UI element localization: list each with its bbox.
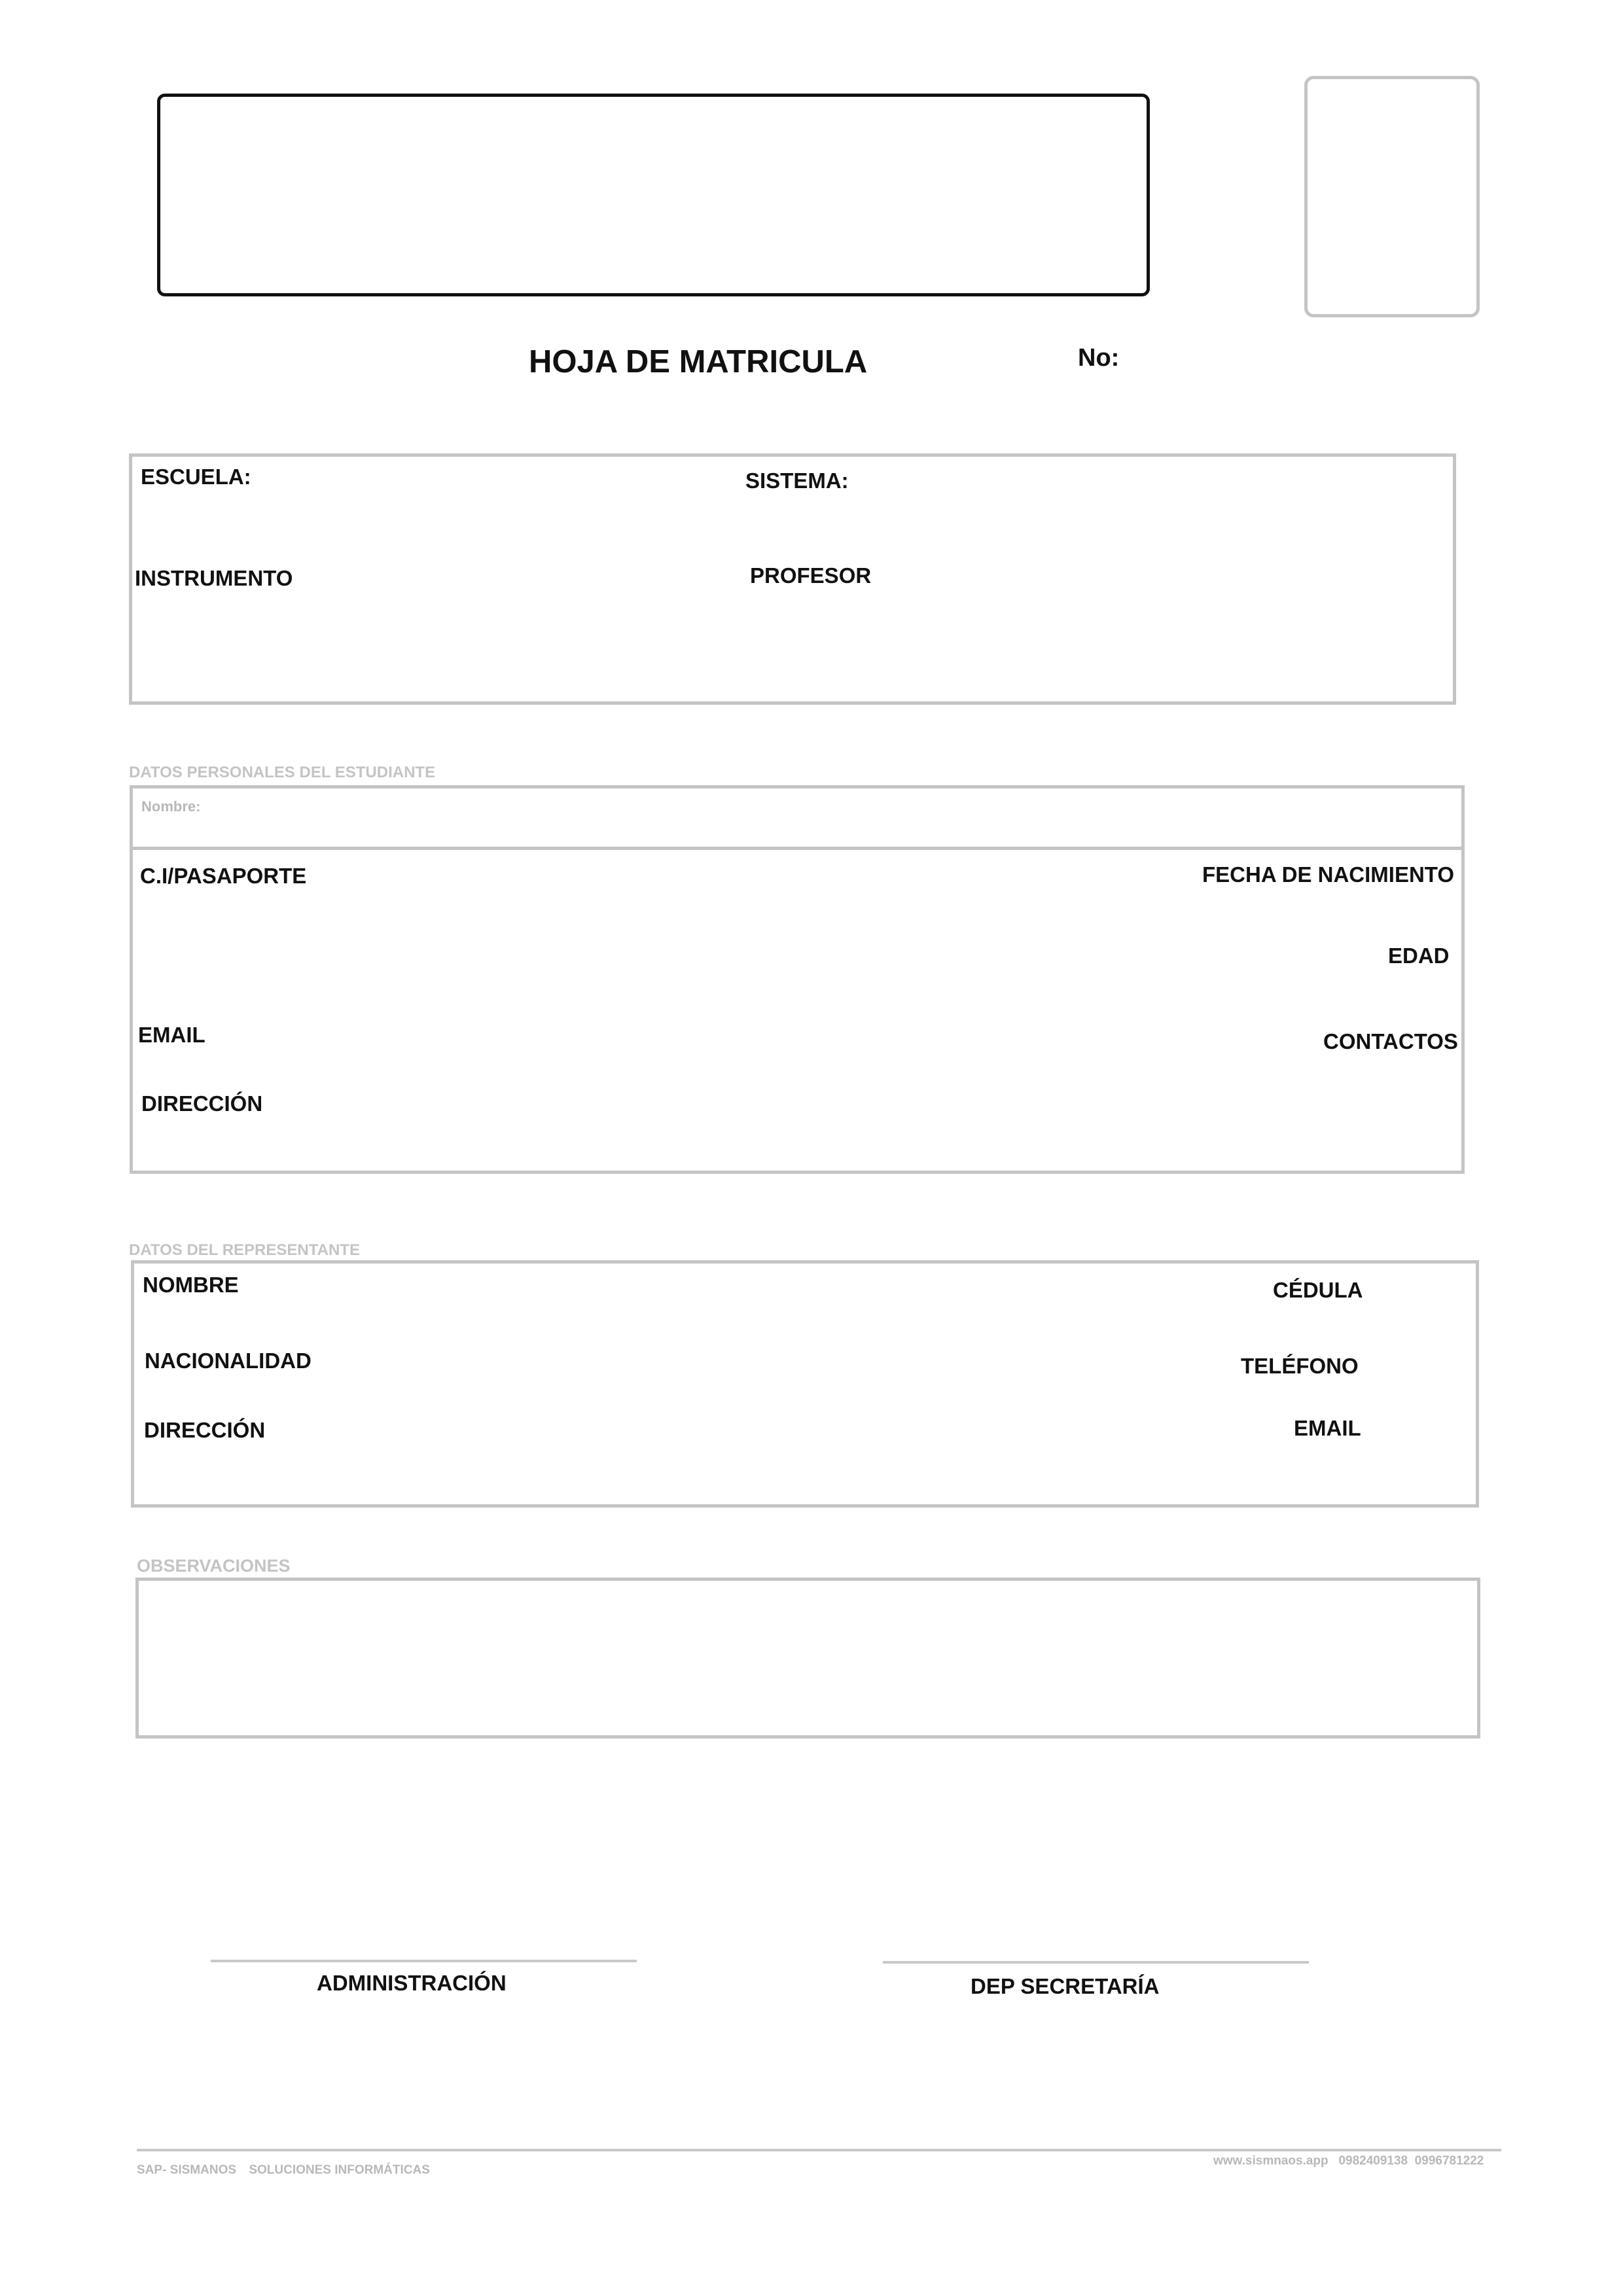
instrumento-label: INSTRUMENTO: [135, 566, 293, 590]
representative-section-title-b: DEL REPRESENTANTE: [187, 1241, 360, 1259]
student-section-title-a: DATOS PERSONALES: [129, 764, 295, 781]
footer-line: [137, 2149, 1501, 2151]
telefono-label: TELÉFONO: [1241, 1354, 1359, 1378]
footer-right-text: www.sismnaos.app 0982409138 0996781222: [1213, 2154, 1484, 2168]
footer-left-brand: SAP- SISMANOS: [137, 2163, 237, 2177]
student-section-title-b: DEL ESTUDIANTE: [299, 764, 436, 781]
rep-nombre-label: NOMBRE: [143, 1273, 239, 1297]
student-name-label: Nombre:: [141, 798, 201, 815]
signature-administracion-label: ADMINISTRACIÓN: [317, 1971, 507, 1995]
student-name-divider: [130, 847, 1465, 850]
rep-email-label: EMAIL: [1294, 1416, 1361, 1440]
sistema-label: SISTEMA:: [745, 468, 849, 493]
footer-left-text: [137, 2163, 430, 2178]
rep-direccion-label: DIRECCIÓN: [144, 1418, 266, 1442]
student-info-box: [130, 785, 1465, 1174]
signature-line-right: [883, 1961, 1309, 1964]
profesor-label: PROFESOR: [750, 563, 872, 588]
page-title: HOJA DE MATRICULA: [529, 344, 868, 380]
cedula-label: CÉDULA: [1273, 1278, 1363, 1302]
ci-label: C.I/PASAPORTE: [140, 864, 307, 888]
representative-section-title-a: DATOS: [129, 1241, 183, 1259]
escuela-label: ESCUELA:: [141, 465, 251, 489]
edad-label: EDAD: [1388, 944, 1450, 968]
contactos-label: CONTACTOS: [1323, 1029, 1458, 1053]
nacionalidad-label: NACIONALIDAD: [145, 1349, 312, 1373]
observations-box: [135, 1578, 1480, 1739]
fecha-nacimiento-label: FECHA DE NACIMIENTO: [1202, 862, 1455, 887]
header-logo-box: [157, 94, 1150, 296]
photo-box: [1304, 76, 1480, 317]
representative-section-title: [129, 1241, 360, 1260]
student-direccion-label: DIRECCIÓN: [141, 1091, 263, 1116]
signature-secretaria-label: DEP SECRETARÍA: [971, 1974, 1160, 1998]
signature-line-left: [211, 1960, 637, 1962]
student-email-label: EMAIL: [138, 1023, 205, 1047]
number-label: No:: [1078, 344, 1120, 372]
student-section-title: [129, 764, 435, 782]
footer-left-tagline: SOLUCIONES INFORMÁTICAS: [249, 2163, 430, 2177]
observations-section-title: OBSERVACIONES: [137, 1556, 291, 1576]
